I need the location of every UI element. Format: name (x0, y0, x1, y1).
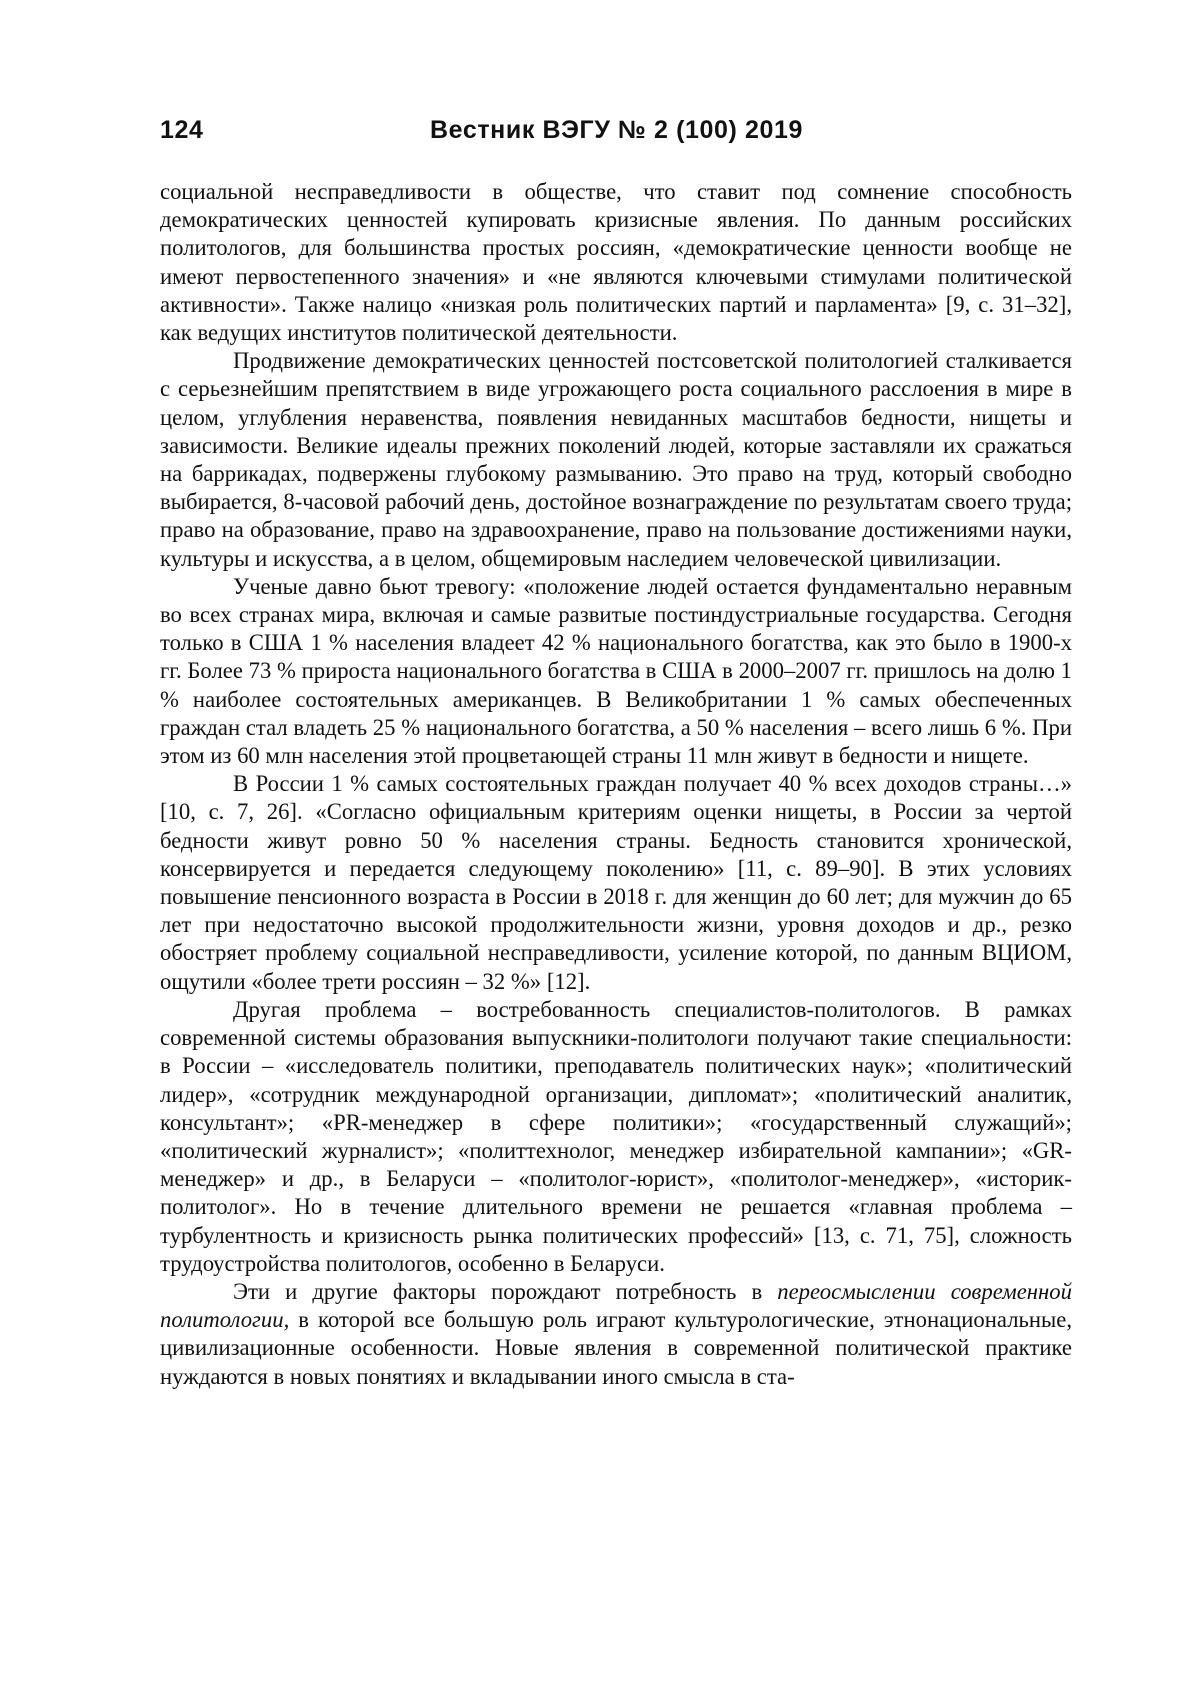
page-number: 124 (160, 116, 204, 144)
paragraph-1: социальной несправедливости в обществе, что ставит под сомнение способность демократических ценностей купировать кризисные явления. По данным российских политологов, для большинства простых россиян, «демократические ценности вообще не имеют первостепенного значения» и «не являются ключевыми стимулами политической активности». Также налицо «низкая роль политических партий и парламента» [9, с. 31–32], как ведущих институтов политической деятельности. (160, 179, 1072, 346)
paragraph-5: Другая проблема – востребованность специалистов-политологов. В рамках современной системы образования выпускники-политологи получают такие специальности: в России – «исследователь политики, преподаватель политических наук»; «политический лидер», «сотрудник международной организации, дипломат»; «политический аналитик, консультант»; «PR-менеджер в сфере политики»; «государственный служащий»; «политический журналист»; «политтехнолог, менеджер избирательной кампании»; «GR-менеджер» и др., в Беларуси – «политолог-юрист», «политолог-менеджер», «историк-политолог». Но в течение длительного времени не решается «главная проблема – турбулентность и кризисность рынка политических профессий» [13, с. 71, 75], сложность трудоустройства политологов, особенно в Беларуси. (160, 996, 1072, 1276)
journal-title: Вестник ВЭГУ № 2 (100) 2019 (430, 116, 803, 144)
paragraph-6-start: Эти и другие факторы порождают потребность в (233, 1278, 778, 1304)
paragraph-2: Продвижение демократических ценностей постсоветской политологией сталкивается с серьезнейшим препятствием в виде угрожающего роста социального расслоения в мире в целом, углубления неравенства, появления невиданных масштабов бедности, нищеты и зависимости. Великие идеалы прежних поколений людей, которые заставляли их сражаться на баррикадах, подвержены глубокому размыванию. Это право на труд, который свободно выбирается, 8-часовой рабочий день, достойное вознаграждение по результатам своего труда; право на образование, право на здравоохранение, право на пользование достижениями науки, культуры и искусства, а в целом, общемировым наследием человеческой цивилизации. (160, 348, 1072, 571)
paragraph-6 (160, 1278, 1072, 1391)
article-body (160, 178, 1072, 1391)
paragraph-4: В России 1 % самых состоятельных граждан получает 40 % всех доходов страны…» [10, с. 7, 26]. «Согласно официальным критериям оценки нищеты, в России за чертой бедности живут ровно 50 % населения страны. Бедность становится хронической, консервируется и передается следующему поколению» [11, с. 89–90]. В этих условиях повышение пенсионного возраста в России в 2018 г. для женщин до 60 лет; для мужчин до 65 лет при недостаточно высокой продолжительности жизни, уровня доходов и др., резко обостряет проблему социальной несправедливости, усиление которой, по данным ВЦИОМ, ощутили «более трети россиян – 32 %» [12]. (160, 771, 1072, 994)
paragraph-6-emphasis: переосмыслении современной политологии, (160, 1278, 1072, 1333)
paragraph-6-end: в которой все большую роль играют культурологические, этнонациональные, цивилизационные особенности. Новые явления в современной политической практике нуждаются в новых понятиях и вкладывании иного смысла в ста- (160, 1307, 1072, 1389)
paragraph-3: Ученые давно бьют тревогу: «положение людей остается фундаментально неравным во всех странах мира, включая и самые развитые постиндустриальные государства. Сегодня только в США 1 % населения владеет 42 % национального богатства, как это было в 1900-х гг. Более 73 % прироста национального богатства в США в 2000–2007 гг. пришлось на долю 1 % наиболее состоятельных американцев. В Великобритании 1 % самых обеспеченных граждан стал владеть 25 % национального богатства, а 50 % населения – всего лишь 6 %. При этом из 60 млн населения этой процветающей страны 11 млн живут в бедности и нищете. (160, 573, 1072, 769)
running-header (160, 116, 1060, 156)
